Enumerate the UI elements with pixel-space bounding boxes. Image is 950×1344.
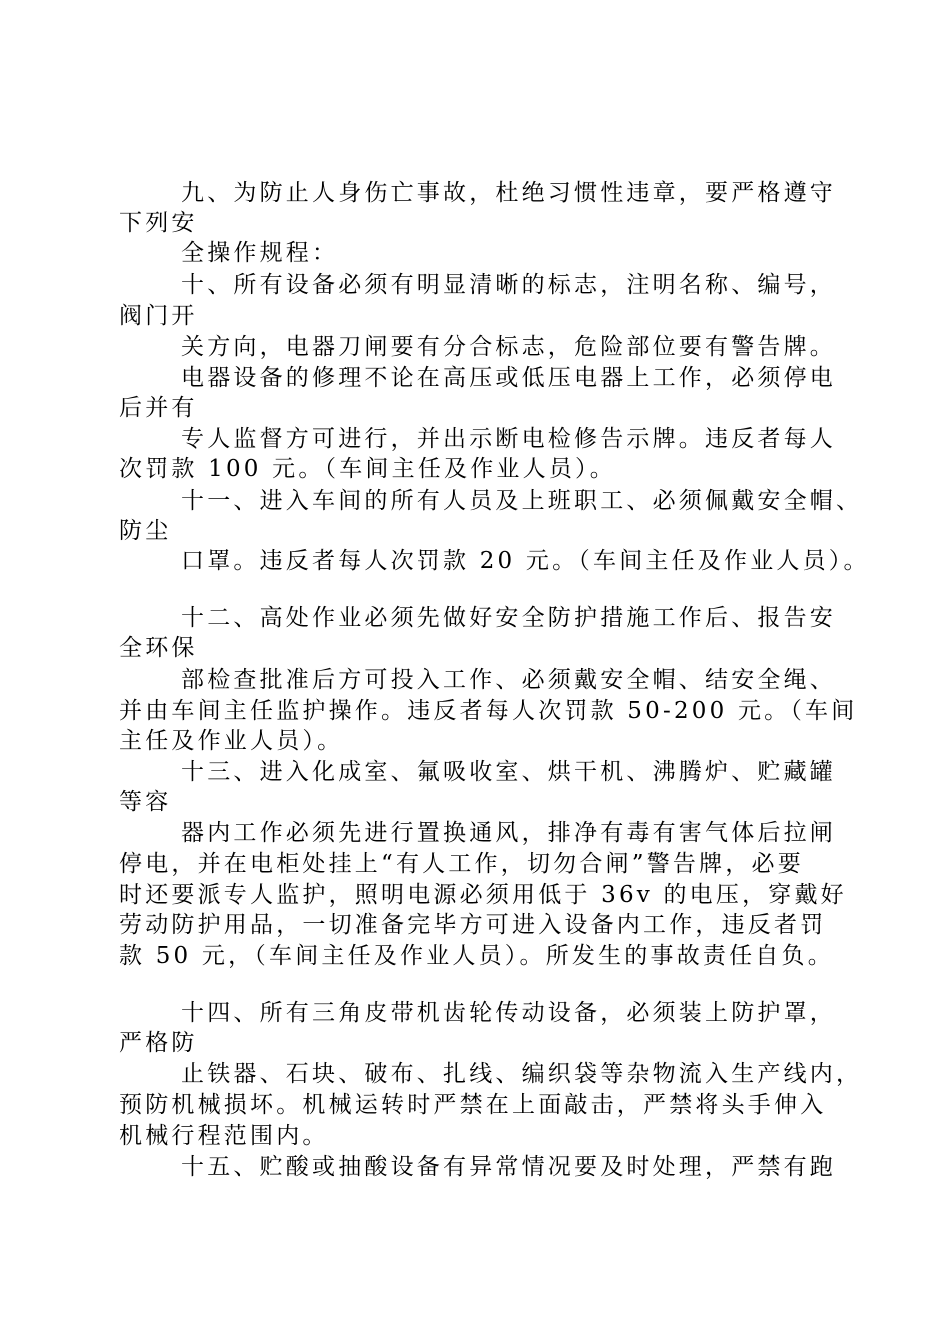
text-line: 十四、所有三角皮带机齿轮传动设备，必须装上防护罩， [181, 1000, 836, 1026]
text-line: 十一、进入车间的所有人员及上班职工、必须佩戴安全帽、 [181, 488, 863, 514]
text-line: 机械行程范围内。 [119, 1123, 329, 1149]
text-line: 全操作规程： [181, 240, 339, 266]
text-line: 等容 [119, 789, 172, 815]
text-line: 专人监督方可进行，并出示断电检修告示牌。违反者每人 [181, 426, 836, 452]
text-line: 停电，并在电柜处挂上“有人工作，切勿合闸”警告牌，必要 [119, 851, 804, 877]
text-line: 十二、高处作业必须先做好安全防护措施工作后、报告安 [181, 605, 836, 631]
text-line: 口罩。违反者每人次罚款 20 元。（车间主任及作业人员）。 [181, 548, 870, 574]
text-line: 止铁器、石块、破布、扎线、编织袋等杂物流入生产线内， [181, 1061, 863, 1087]
text-line: 下列安 [119, 210, 198, 236]
text-line: 时还要派专人监护，照明电源必须用低于 36v 的电压，穿戴好 [119, 882, 847, 908]
text-line: 关方向，电器刀闸要有分合标志，危险部位要有警告牌。 [181, 334, 836, 360]
text-line: 全环保 [119, 635, 198, 661]
text-line: 并由车间主任监护操作。违反者每人次罚款 50-200 元。（车间 [119, 698, 858, 724]
text-line: 十三、进入化成室、氟吸收室、烘干机、沸腾炉、贮藏罐 [181, 759, 836, 785]
text-line: 次罚款 100 元。（车间主任及作业人员）。 [119, 456, 616, 482]
text-line: 款 50 元，（车间主任及作业人员）。所发生的事故责任自负。 [119, 943, 834, 969]
text-line: 电器设备的修理不论在高压或低压电器上工作，必须停电 [181, 365, 836, 391]
text-line: 十、所有设备必须有明显清晰的标志，注明名称、编号， [181, 272, 836, 298]
text-line: 严格防 [119, 1030, 198, 1056]
text-line: 九、为防止人身伤亡事故，杜绝习惯性违章，要严格遵守 [181, 180, 836, 206]
text-line: 防尘 [119, 518, 172, 544]
text-line: 主任及作业人员）。 [119, 728, 344, 754]
text-line: 器内工作必须先进行置换通风，排净有毒有害气体后拉闸 [181, 820, 836, 846]
text-line: 后并有 [119, 395, 198, 421]
text-line: 劳动防护用品，一切准备完毕方可进入设备内工作，违反者罚 [119, 912, 827, 938]
text-line: 阀门开 [119, 303, 198, 329]
text-line: 部检查批准后方可投入工作、必须戴安全帽、结安全绳、 [181, 667, 836, 693]
text-line: 预防机械损坏。机械运转时严禁在上面敲击，严禁将头手伸入 [119, 1092, 827, 1118]
text-line: 十五、贮酸或抽酸设备有异常情况要及时处理，严禁有跑 [181, 1154, 836, 1180]
